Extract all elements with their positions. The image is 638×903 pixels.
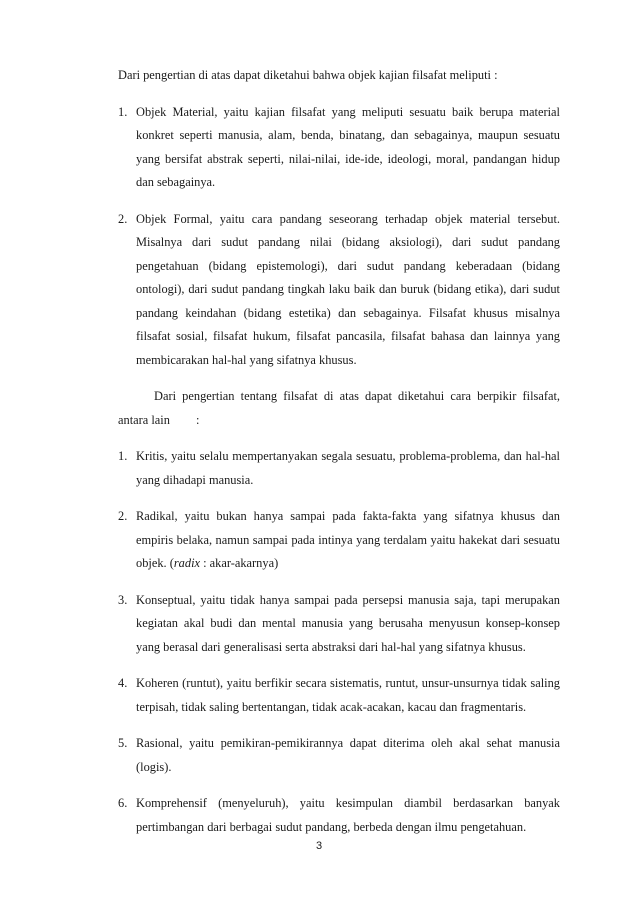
list-text: Rasional, yaitu pemikiran-pemikirannya dapat diterima oleh akal sehat manusia (logis). [136, 736, 560, 774]
object-item-1 [118, 101, 560, 195]
trait-item-1 [118, 445, 560, 492]
list-number: 3. [118, 592, 128, 607]
page-number: 3 [315, 840, 323, 852]
page-body [118, 64, 560, 852]
list-number: 1. [118, 104, 128, 119]
list-text: Koheren (runtut), yaitu berfikir secara sistematis, runtut, unsur-unsurnya tidak saling terpisah, tidak saling bertentangan, tidak acak-acakan, kacau dan fragmentaris. [136, 676, 560, 714]
list-text [136, 505, 560, 576]
intro-paragraph: Dari pengertian di atas dapat diketahui bahwa objek kajian filsafat meliputi : [118, 68, 498, 82]
trait-item-4 [118, 672, 560, 719]
list-number: 2. [118, 509, 128, 523]
list-number: 2. [118, 211, 128, 226]
list-text: Komprehensif (menyeluruh), yaitu kesimpulan diambil berdasarkan banyak pertimbangan dari berbagai sudut pandang, berbeda dengan ilmu pengetahuan. [136, 796, 560, 834]
list-text-part: : akar-akarnya) [200, 556, 279, 570]
trait-item-2 [118, 505, 560, 576]
paragraph-text: Dari pengertian tentang filsafat di atas dapat diketahui cara berpikir filsafat, antara lain [118, 389, 560, 427]
latin-term: radix [173, 556, 201, 570]
list-text-part: Radikal, yaitu bukan hanya sampai pada fakta-fakta yang sifatnya khusus dan empiris belaka, namun sampai pada intinya yang terdalam yaitu hakekat dari sesuatu objek. ( [136, 509, 560, 570]
list-number: 6. [118, 796, 128, 810]
list-number: 4. [118, 676, 128, 690]
trait-item-3 [118, 589, 560, 660]
thinking-intro-paragraph [118, 385, 560, 432]
list-text: Konseptual, yaitu tidak hanya sampai pada persepsi manusia saja, tapi merupakan kegiatan akal budi dan mental manusia yang berusaha menyusun konsep-konsep yang berasal dari generalisasi serta abstraksi dari hal-hal yang sifatnya khusus. [136, 592, 560, 654]
trait-item-6 [118, 792, 560, 839]
paragraph-colon: : [195, 412, 200, 427]
list-number: 5. [118, 736, 128, 750]
list-text: Objek Material, yaitu kajian filsafat yang meliputi sesuatu baik berupa material konkret seperti manusia, alam, benda, binatang, dan sebagainya, maupun sesuatu yang bersifat abstrak seperti, nilai-nilai, ide-ide, ideologi, moral, pandangan hidup dan sebagainya. [136, 104, 560, 189]
list-text: Objek Formal, yaitu cara pandang seseorang terhadap objek material tersebut. Misalnya dari sudut pandang nilai (bidang aksiologi), dari sudut pandang pengetahuan (bidang epistemologi), dari sudut pandang keberadaan (bidang ontologi), dari sudut pandang tingkah laku baik dan buruk (bidang etika), dari sudut pandang keindahan (bidang estetika) dan sebagainya. Filsafat khusus misalnya filsafat sosial, filsafat hukum, filsafat pancasila, filsafat bahasa dan lainnya yang membicarakan hal-hal yang sifatnya khusus. [136, 211, 560, 367]
list-text: Kritis, yaitu selalu mempertanyakan segala sesuatu, problema-problema, dan hal-hal yang dihadapi manusia. [136, 449, 560, 487]
object-item-2 [118, 208, 560, 373]
list-number: 1. [118, 449, 128, 463]
trait-item-5 [118, 732, 560, 779]
